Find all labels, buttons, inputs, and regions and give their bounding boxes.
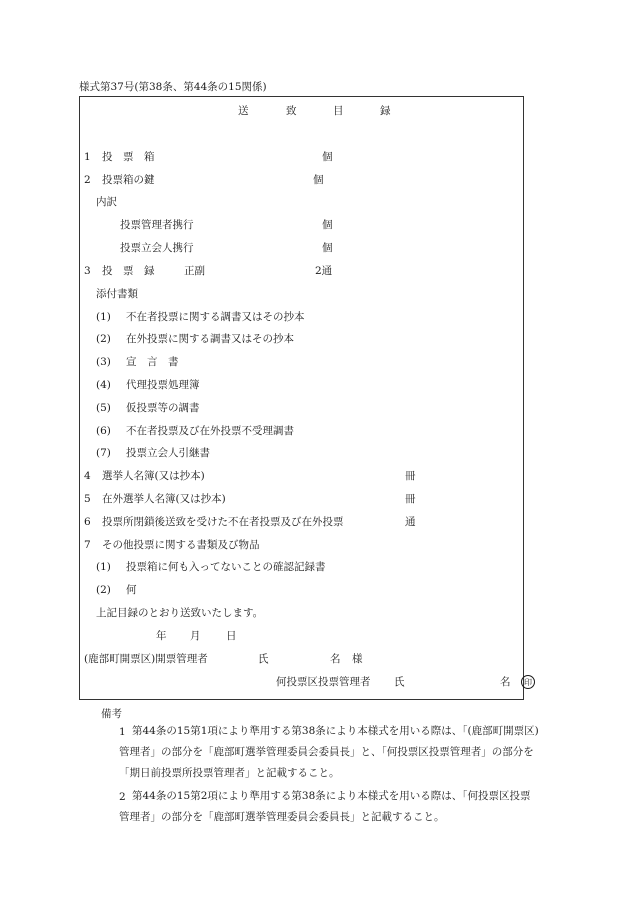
list-item-number: (7) <box>96 447 111 459</box>
item-label: 投 票 録 <box>102 265 155 277</box>
item-unit: 通 <box>405 516 416 528</box>
item-unit: 個 <box>322 242 333 254</box>
list-item-number: (5) <box>96 402 111 414</box>
title-char: 致 <box>286 105 297 117</box>
list-item-number: (4) <box>96 379 111 391</box>
item-label: 投票所閉鎖後送致を受けた不在者投票及び在外投票 <box>102 516 344 528</box>
item-number: 5 <box>84 493 91 505</box>
addressee-honorific: 様 <box>352 653 363 665</box>
list-item: 不在者投票に関する調書又はその抄本 <box>126 311 305 323</box>
item-sub-label: 正副 <box>184 265 205 277</box>
title-char: 録 <box>380 105 391 117</box>
item-unit: 2通 <box>315 265 333 277</box>
item-label: 投票箱の鍵 <box>102 174 155 186</box>
list-item: 投票箱に何も入ってないことの確認記録書 <box>126 561 326 573</box>
item-number: 2 <box>84 174 91 186</box>
attachments-heading: 添付書類 <box>96 288 138 300</box>
sender-title: 何投票区投票管理者 <box>276 676 371 688</box>
list-item: 仮投票等の調書 <box>126 402 200 414</box>
list-item-number: (3) <box>96 356 111 368</box>
item-unit: 個 <box>313 174 324 186</box>
sender-shi: 氏 <box>394 676 405 688</box>
list-item-number: (6) <box>96 425 111 437</box>
addressee-shi: 氏 <box>258 653 269 665</box>
date-month: 月 <box>190 630 201 642</box>
list-item: 代理投票処理簿 <box>126 379 200 391</box>
remarks-heading: 備考 <box>101 708 122 720</box>
list-item-number: (2) <box>96 333 111 345</box>
item-number: 6 <box>84 516 91 528</box>
list-item: 投票立会人引継書 <box>126 447 210 459</box>
breakdown-label: 投票管理者携行 <box>120 219 194 231</box>
closing-statement: 上記目録のとおり送致いたします。 <box>96 607 264 619</box>
list-item-number: (2) <box>96 584 111 596</box>
list-item: 宣 言 書 <box>126 356 179 368</box>
list-item-number: (1) <box>96 311 111 323</box>
list-item-number: (1) <box>96 561 111 573</box>
title-char: 送 <box>238 105 249 117</box>
seal-mark-icon: 印 <box>521 675 535 689</box>
item-label: 在外選挙人名簿(又は抄本) <box>102 493 226 505</box>
item-unit: 個 <box>322 151 333 163</box>
addressee-office: (鹿部町開票区)開票管理者 <box>84 653 208 665</box>
form-number-header: 様式第37号(第38条、第44条の15関係) <box>79 81 267 93</box>
remark-note: 第44条の15第1項により準用する第38条により本様式を用いる際は、「(鹿部町開票区)管理者」の部分を「鹿部町選挙管理委員会委員長」と、「何投票区投票管理者」の部分を「期日前投票所投票管理者」と記載すること。 <box>119 725 539 779</box>
item-label: 選挙人名簿(又は抄本) <box>102 470 205 482</box>
item-label: 投 票 箱 <box>102 151 155 163</box>
item-label: その他投票に関する書類及び物品 <box>102 539 260 551</box>
date-year: 年 <box>156 630 167 642</box>
breakdown-label: 投票立会人携行 <box>120 242 194 254</box>
date-day: 日 <box>226 630 237 642</box>
item-number: 1 <box>84 151 91 163</box>
remark-note: 第44条の15第2項により準用する第38条により本様式を用いる際は、「何投票区投票管理者」の部分を「鹿部町選挙管理委員会委員長」と記載すること。 <box>119 790 531 823</box>
list-item: 不在者投票及び在外投票不受理調書 <box>126 425 294 437</box>
item-unit: 冊 <box>405 493 416 505</box>
list-item: 在外投票に関する調書又はその抄本 <box>126 333 294 345</box>
sender-mei: 名 <box>500 676 511 688</box>
item-number: 4 <box>84 470 91 482</box>
list-item: 何 <box>126 584 137 596</box>
breakdown-heading: 内訳 <box>96 196 117 208</box>
remark-number: 1 <box>119 726 126 738</box>
item-number: 7 <box>84 539 91 551</box>
item-unit: 冊 <box>405 470 416 482</box>
title-char: 目 <box>333 105 344 117</box>
addressee-mei: 名 <box>330 653 341 665</box>
remark-number: 2 <box>119 791 126 803</box>
item-unit: 個 <box>322 219 333 231</box>
item-number: 3 <box>84 265 91 277</box>
